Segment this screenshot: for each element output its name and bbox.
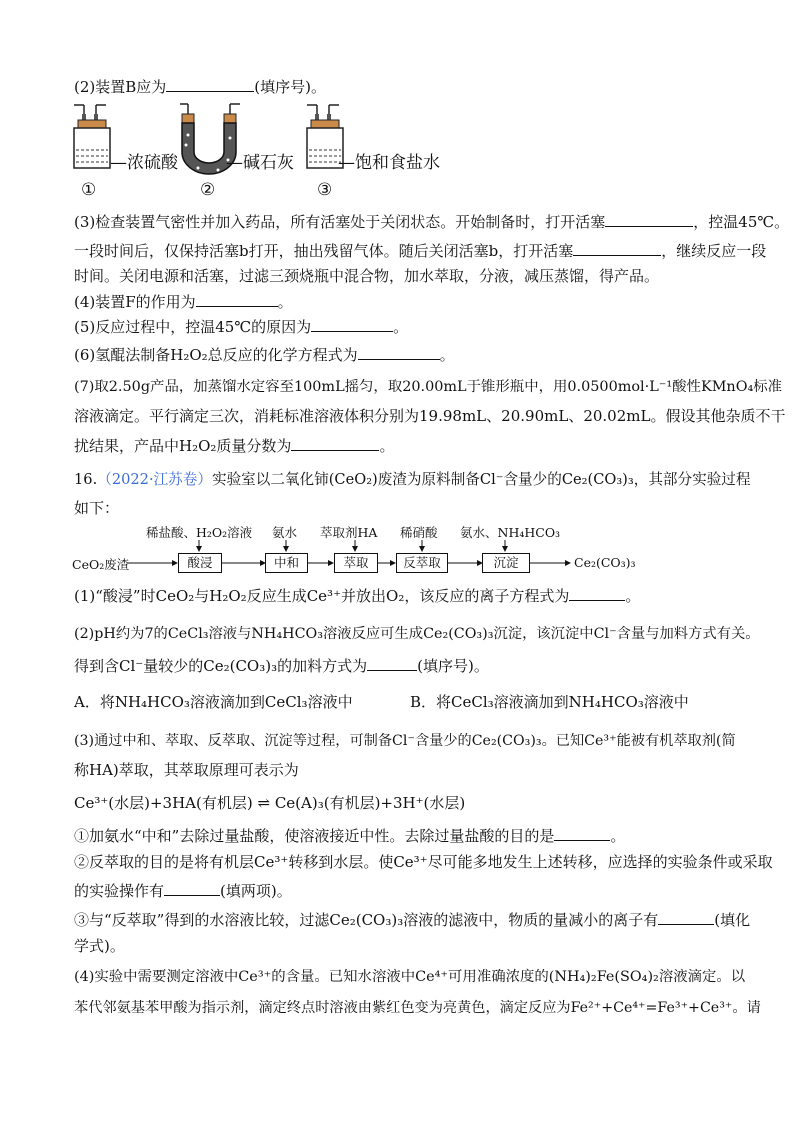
answer-blank[interactable] [573, 241, 661, 256]
q7-line-2: 溶液滴定。平行滴定三次，消耗标准溶液体积分别为19.98mL、20.90mL、20.02mL。假设其他杂质不干 [74, 407, 786, 425]
flow-product: Ce₂(CO₃)₃ [574, 555, 636, 570]
q7-line-3: 扰结果，产品中H₂O₂质量分数为 。 [74, 437, 395, 455]
q7-line-1: (7)取2.50g产品，加蒸馏水定容至100mL摇匀，取20.00mL于锥形瓶中，用0.0500mol·L⁻¹酸性KMnO₄标准 [74, 379, 783, 395]
answer-blank[interactable] [554, 826, 610, 841]
reagent-label-1: 稀盐酸、H₂O₂溶液 [146, 525, 253, 540]
p4-line-1: (4)实验中需要测定溶液中Ce³⁺的含量。已知水溶液中Ce⁴⁺可用准确浓度的(NH₄)₂Fe(SO₄)₂溶液滴定。以 [74, 969, 746, 985]
step-extraction: 萃取 [334, 553, 378, 573]
step-back-extraction: 反萃取 [396, 553, 448, 573]
p3-sub-2-line-2: 的实验操作有 (填两项)。 [74, 882, 292, 900]
p3-equation: Ce³⁺(水层)+3HA(有机层) ⇌ Ce(A)₃(有机层)+3H⁺(水层) [74, 794, 466, 812]
q2-text: (2)装置B应为 [74, 78, 167, 96]
answer-blank[interactable] [367, 656, 417, 671]
reagent-label-2: 氨水 [272, 525, 298, 540]
q3-line-3: 时间。关闭电源和活塞，过滤三颈烧瓶中混合物，加水萃取，分液，减压蒸馏，得产品。 [74, 267, 660, 285]
answer-blank[interactable] [605, 212, 693, 227]
q4-line: (4)装置F的作用为 。 [74, 293, 293, 311]
step-neutralize: 中和 [265, 553, 308, 573]
answer-blank[interactable] [291, 436, 379, 451]
p3-sub-3-line-1: ③与“反萃取”得到的水溶液比较，过滤Ce₂(CO₃)₃溶液的滤液中，物质的量减小的离子有 (填化 [74, 911, 751, 929]
p1-line: (1)“酸浸”时CeO₂与H₂O₂反应生成Ce³⁺并放出O₂，该反应的离子方程式为 。 [74, 587, 641, 605]
option-number-3: ③ [317, 180, 333, 200]
answer-blank[interactable] [569, 586, 625, 601]
option-number-2: ② [200, 180, 216, 200]
p2-option-a[interactable]: A．将NH₄HCO₃溶液滴加到CeCl₃溶液中 [74, 693, 353, 711]
p3-sub-1: ①加氨水“中和”去除过量盐酸，使溶液接近中性。去除过量盐酸的目的是 。 [74, 827, 626, 845]
p2-line-1: (2)pH约为7的CeCl₃溶液与NH₄HCO₃溶液反应可生成Ce₂(CO₃)₃沉淀，该沉淀中Cl⁻含量与加料方式有关。 [74, 626, 760, 642]
p4-line-2: 苯代邻氨基苯甲酸为指示剂，滴定终点时溶液由紫红色变为亮黄色，滴定反应为Fe²⁺+Ce⁴⁺=Fe³⁺+Ce³⁺。请 [74, 1000, 761, 1016]
q16-line-1: 16.（2022·江苏卷）实验室以二氧化铈(CeO₂)废渣为原料制备Cl⁻含量少的Ce₂(CO₃)₃，其部分实验过程 [74, 471, 751, 488]
answer-blank[interactable] [311, 317, 393, 332]
q2-line [74, 77, 326, 97]
option-number-1: ① [81, 180, 97, 200]
gas-washing-bottle-1 [74, 105, 110, 168]
answer-blank[interactable] [658, 910, 714, 925]
reagent-label-5: 氨水、NH₄HCO₃ [460, 525, 561, 540]
q16-line-2: 如下： [74, 499, 120, 517]
p3-line-1: (3)通过中和、萃取、反萃取、沉淀等过程，可制备Cl⁻含量少的Ce₂(CO₃)₃。已知Ce³⁺能被有机萃取剂(简 [74, 733, 736, 749]
q5-line: (5)反应过程中，控温45℃的原因为 。 [74, 318, 409, 336]
reagent-label-4: 稀硝酸 [400, 525, 438, 540]
q6-line: (6)氢醌法制备H₂O₂总反应的化学方程式为 。 [74, 346, 455, 364]
p2-option-b[interactable]: B．将CeCl₃溶液滴加到NH₄HCO₃溶液中 [410, 693, 689, 711]
answer-blank[interactable] [164, 881, 220, 896]
answer-blank[interactable] [196, 292, 278, 307]
step-precipitation: 沉淀 [482, 553, 530, 573]
label-saturated-brine: —饱和食盐水 [338, 153, 440, 173]
p3-sub-2-line-1: ②反萃取的目的是将有机层Ce³⁺转移到水层。使Ce³⁺尽可能多地发生上述转移，应选择的实验条件或采取 [74, 853, 773, 871]
source-tag[interactable]: （2022·江苏卷） [97, 471, 212, 488]
label-soda-lime: —碱石灰 [226, 153, 294, 173]
q2-text-end: (填序号)。 [254, 78, 326, 96]
q3-line-2: 一段时间后，仅保持活塞b打开，抽出残留气体。随后关闭活塞b，打开活塞 ，继续反应一段 [74, 242, 767, 260]
label-conc-h2so4: —浓硫酸 [110, 153, 178, 173]
answer-blank[interactable] [358, 345, 440, 360]
p3-sub-3-line-2: 学式)。 [74, 937, 125, 955]
reagent-label-3: 萃取剂HA [320, 525, 378, 540]
step-acid-leach: 酸浸 [178, 553, 222, 573]
p3-line-2: 称HA)萃取，其萃取原理可表示为 [74, 761, 299, 779]
flow-start: CeO₂废渣 [72, 557, 130, 572]
answer-blank[interactable] [166, 77, 254, 92]
p2-line-2: 得到含Cl⁻量较少的Ce₂(CO₃)₃的加料方式为 (填序号)。 [74, 657, 489, 675]
q3-line-1: (3)检查装置气密性并加入药品，所有活塞处于关闭状态。开始制备时，打开活塞 ，控温45℃。 [74, 213, 790, 231]
